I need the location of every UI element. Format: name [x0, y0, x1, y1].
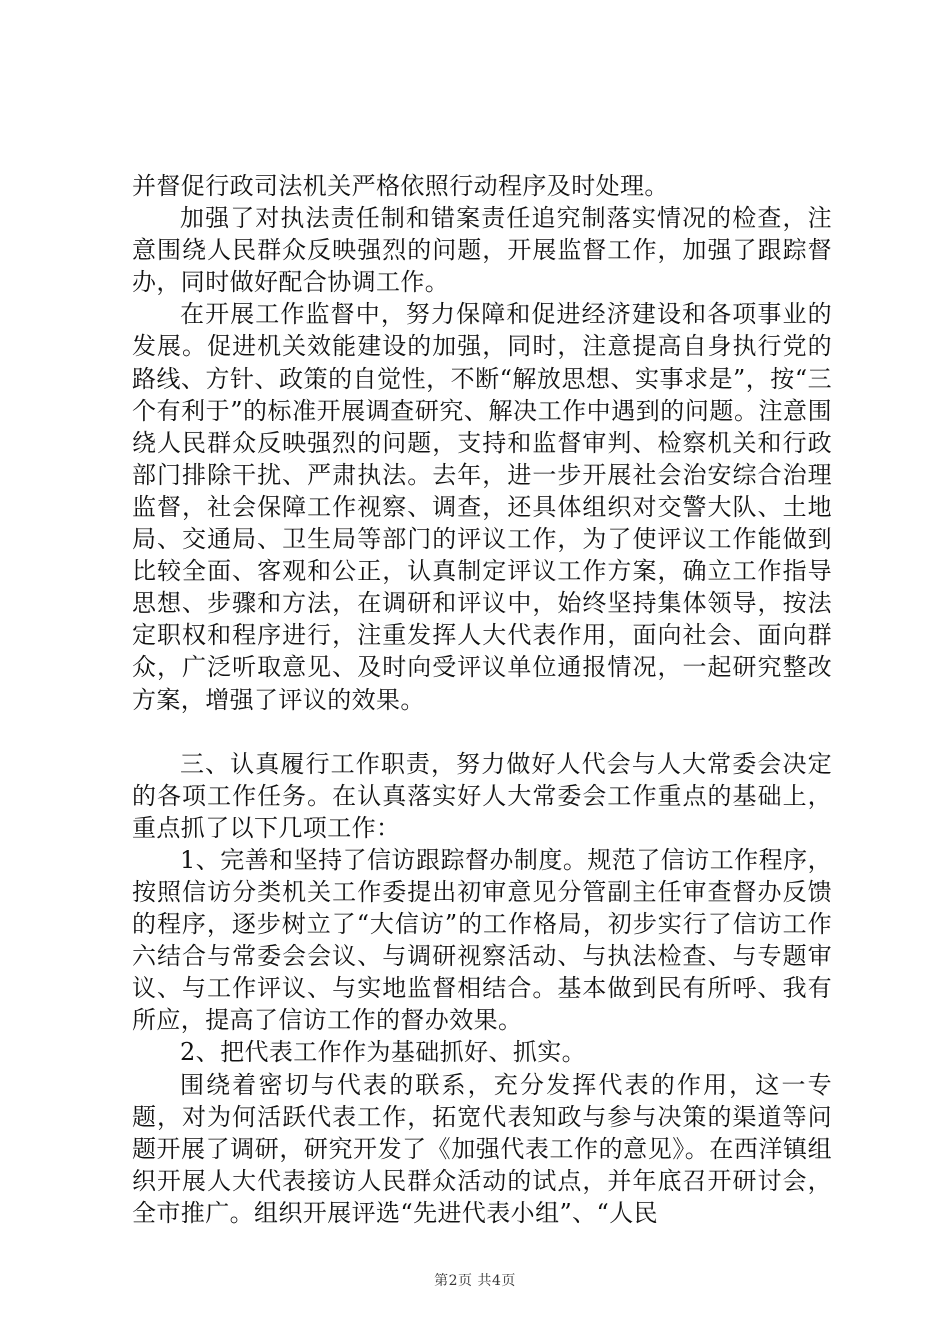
paragraph-section-three: 三、认真履行工作职责，努力做好人代会与人大常委会决定的各项工作任务。在认真落实好人大常委会工作重点的基础上，重点抓了以下几项工作： — [132, 749, 832, 842]
paragraph-inspection: 加强了对执法责任制和错案责任追究制落实情况的检查，注意围绕人民群众反映强烈的问题，开展监督工作，加强了跟踪督办，同时做好配合协调工作。 — [132, 204, 832, 297]
paragraph-representatives: 围绕着密切与代表的联系，充分发挥代表的作用，这一专题，对为何活跃代表工作，拓宽代表知政与参与决策的渠道等问题开展了调研，研究开发了《加强代表工作的意见》。在西洋镇组织开展人大代表接访人民群众活动的试点，并年底召开研讨会，全市推广。组织开展评选“先进代表小组”、“人民 — [132, 1070, 832, 1227]
page-footer: 第2页 共4页 — [434, 1273, 516, 1289]
paragraph-item-two: 2、把代表工作作为基础抓好、抓实。 — [180, 1038, 587, 1067]
paragraph-continuation: 并督促行政司法机关严格依照行动程序及时处理。 — [132, 172, 669, 200]
paragraph-item-one: 1、完善和坚持了信访跟踪督办制度。规范了信访工作程序，按照信访分类机关工作委提出初审意见分管副主任审查督办反馈的程序，逐步树立了“大信访”的工作格局，初步实行了信访工作六结合与常委会会议、与调研视察活动、与执法检查、与专题审议、与工作评议、与实地监督相结合。基本做到民有所呼、我有所应，提高了信访工作的督办效果。 — [132, 845, 832, 1035]
document-body — [132, 170, 832, 1229]
paragraph-supervision: 在开展工作监督中，努力保障和促进经济建设和各项事业的发展。促进机关效能建设的加强，同时，注意提高自身执行党的路线、方针、政策的自觉性，不断“解放思想、实事求是”，按“三个有利于”的标准开展调查研究、解决工作中遇到的问题。注意围绕人民群众反映强烈的问题，支持和监督审判、检察机关和行政部门排除干扰、严肃执法。去年，进一步开展社会治安综合治理监督，社会保障工作视察、调查，还具体组织对交警大队、土地局、交通局、卫生局等部门的评议工作，为了使评议工作能做到比较全面、客观和公正，认真制定评议工作方案，确立工作指导思想、步骤和方法，在调研和评议中，始终坚持集体领导，按法定职权和程序进行，注重发挥人大代表作用，面向社会、面向群众，广泛听取意见、及时向受评议单位通报情况，一起研究整改方案，增强了评议的效果。 — [132, 300, 832, 714]
